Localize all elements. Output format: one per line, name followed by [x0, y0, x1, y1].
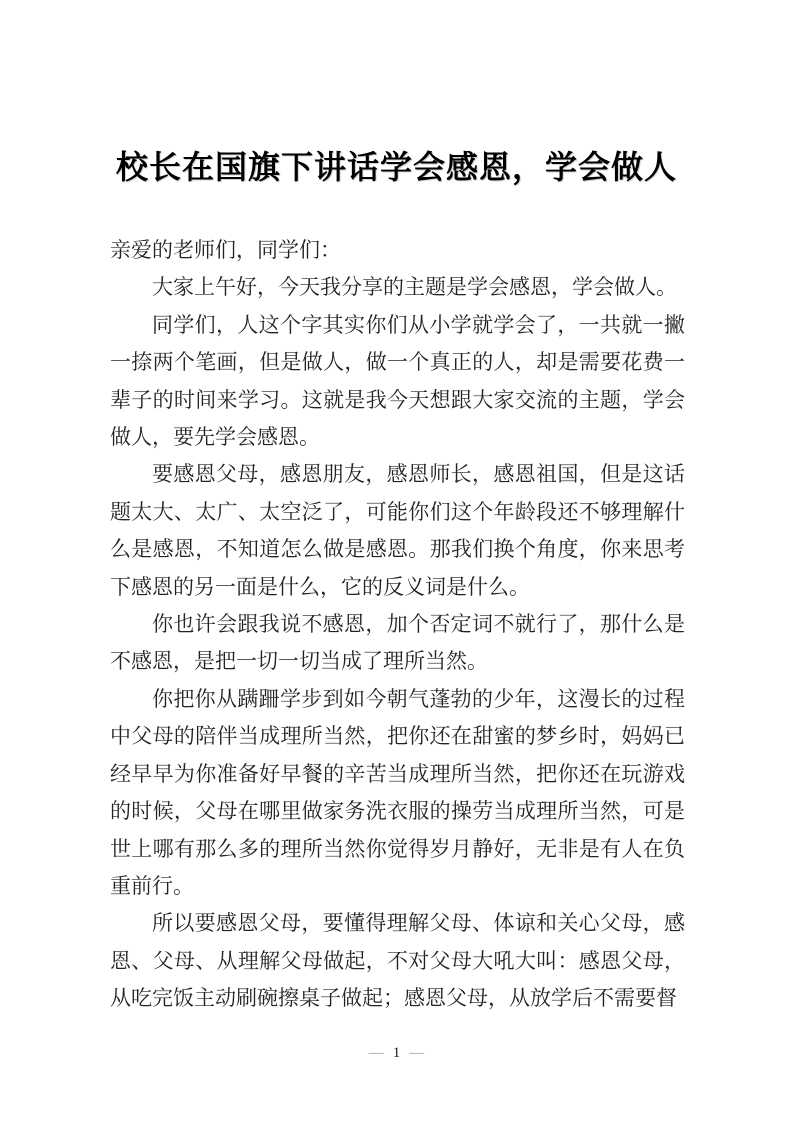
footer-right-dash: — — [409, 1045, 425, 1061]
paragraph-taken-for-granted: 你把你从蹒跚学步到如今朝气蓬勃的少年，这漫长的过程中父母的陪伴当成理所当然，把你还在甜蜜的梦乡时，妈妈已经早早为你准备好早餐的辛苦当成理所当然，把你还在玩游戏的时候，父母在哪里做家务洗衣服的操劳当成理所当然，可是世上哪有那么多的理所当然你觉得岁月静好，无非是有人在负重前行。 — [110, 686, 685, 898]
page-footer — [0, 1044, 793, 1062]
document-body — [110, 232, 685, 1018]
paragraph-greeting: 大家上午好，今天我分享的主题是学会感恩，学会做人。 — [152, 275, 677, 300]
paragraph-topic-intro: 同学们，人这个字其实你们从小学就学会了，一共就一撇一捺两个笔画，但是做人，做一个真正的人，却是需要花费一辈子的时间来学习。这就是我今天想跟大家交流的主题，学会做人，要先学会感恩。 — [110, 312, 685, 450]
paragraph-antonym: 你也许会跟我说不感恩，加个否定词不就行了，那什么是不感恩，是把一切一切当成了理所当然。 — [110, 612, 685, 674]
document-title: 校长在国旗下讲话学会感恩，学会做人 — [115, 149, 677, 185]
paragraph-how-to-thank-parents: 所以要感恩父母，要懂得理解父母、体谅和关心父母，感恩、父母、从理解父母做起，不对父母大吼大叫：感恩父母，从吃完饭主动刷碗擦桌子做起；感恩父母，从放学后不需要督 — [110, 911, 685, 1011]
paragraph-gratitude-question: 要感恩父母，感恩朋友，感恩师长，感恩祖国，但是这话题太大、太广、太空泛了，可能你们这个年龄段还不够理解什么是感恩，不知道怎么做是感恩。那我们换个角度，你来思考下感恩的另一面是什么，它的反义词是什么。 — [110, 462, 685, 599]
footer-left-dash: — — [368, 1045, 384, 1061]
paragraph-salutation: 亲爱的老师们，同学们： — [110, 238, 341, 262]
page-number: 1 — [392, 1045, 401, 1061]
